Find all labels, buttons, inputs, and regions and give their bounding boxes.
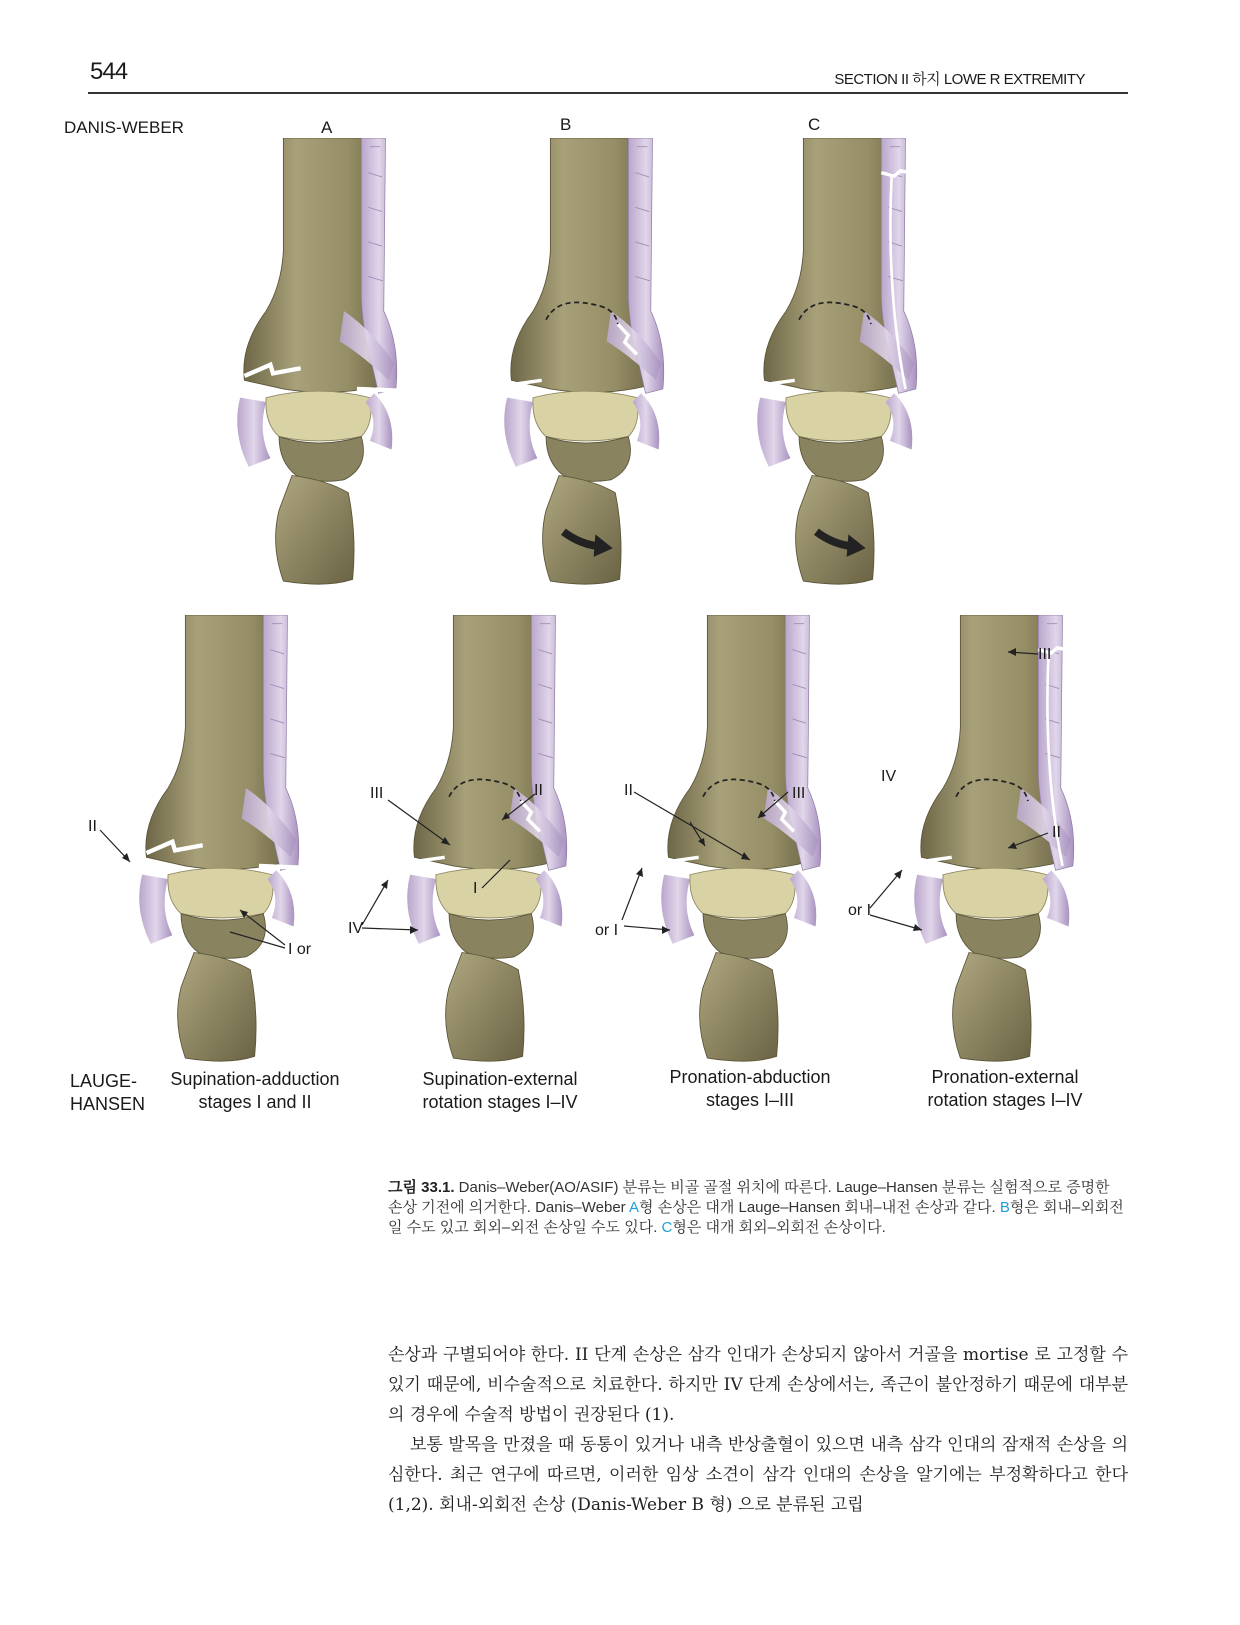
danis-weber-b-illustration bbox=[475, 138, 695, 588]
page-number: 544 bbox=[90, 58, 128, 85]
supination-external-arrows bbox=[340, 780, 560, 950]
danis-weber-label: DANIS-WEBER bbox=[64, 118, 184, 137]
annotation-p3-or-i: or I bbox=[595, 922, 619, 939]
header-rule bbox=[88, 92, 1128, 94]
stage-caption-pronation-abduction: Pronation-abduction stages I–III bbox=[669, 1067, 831, 1110]
figure-caption-highlight-b: B bbox=[999, 1199, 1010, 1216]
figure-caption-highlight-a: A bbox=[629, 1199, 640, 1216]
panel-label-c: C bbox=[808, 115, 821, 134]
lauge-hansen-label: LAUGE- HANSEN bbox=[70, 1071, 146, 1114]
panel-label-a: A bbox=[321, 118, 333, 137]
running-head: SECTION II 하지 LOWE R EXTREMITY bbox=[834, 71, 1085, 88]
stage-caption-supination-adduction: Supination-adduction stages I and II bbox=[170, 1069, 340, 1112]
figure-caption-text-2: 형 손상은 대개 Lauge–Hansen 회내–내전 손상과 같다. bbox=[639, 1199, 1000, 1216]
annotation-p1-ii: II bbox=[88, 818, 97, 835]
annotation-p4-iii: III bbox=[1038, 646, 1052, 663]
annotation-p3-iii: III bbox=[792, 785, 806, 802]
figure-caption-text-3: 형은 회내–외회전일 수도 있고 회외–외전 손상일 수도 있다. bbox=[388, 1199, 1124, 1236]
annotation-p3-ii: II bbox=[624, 782, 633, 799]
annotation-p1-i-or: I or bbox=[288, 941, 312, 958]
panel-label-b: B bbox=[560, 115, 572, 134]
annotation-p4-ii: II bbox=[1052, 824, 1061, 841]
body-text bbox=[388, 1340, 1128, 1520]
pronation-external-arrows bbox=[850, 640, 1070, 940]
stage-caption-pronation-external: Pronation-external rotation stages I–IV bbox=[927, 1067, 1083, 1110]
annotation-p2-iii: III bbox=[370, 785, 384, 802]
body-paragraph-2: 보통 발목을 만졌을 때 동통이 있거나 내측 반상출혈이 있으면 내측 삼각 인대의 잠재적 손상을 의심한다. 최근 연구에 따르면, 이러한 임상 소견이 삼각 인대의 손상을 알기에는 부정확하다고 한다 (1,2). 회내-외회전 손상 (Danis-Weber B 형) 으로 분류된 고립 bbox=[388, 1435, 1128, 1515]
danis-weber-a-illustration bbox=[208, 138, 428, 588]
annotation-p4-iv: IV bbox=[881, 768, 897, 785]
figure-caption bbox=[388, 1178, 1128, 1238]
annotation-p2-i: I bbox=[473, 880, 478, 897]
figure-caption-text-4: 형은 대개 회외–외회전 손상이다. bbox=[672, 1219, 886, 1236]
figure-caption-highlight-c: C bbox=[661, 1219, 673, 1236]
danis-weber-c-illustration bbox=[728, 138, 948, 588]
annotation-p2-iv: IV bbox=[348, 920, 364, 937]
stage-caption-supination-external: Supination-external rotation stages I–IV bbox=[422, 1069, 578, 1112]
figure-caption-label: 그림 33.1. bbox=[388, 1179, 455, 1196]
annotation-p4-or-i: or I bbox=[848, 902, 872, 919]
supination-adduction-arrows bbox=[80, 810, 320, 970]
pronation-abduction-arrows bbox=[600, 780, 820, 950]
body-paragraph-1: 손상과 구별되어야 한다. II 단계 손상은 삼각 인대가 손상되지 않아서 거골을 mortise 로 고정할 수 있기 때문에, 비수술적으로 치료한다. 하지만 IV 단계 손상에서는, 족근이 불안정하기 때문에 대부분의 경우에 수술적 방법이 권장된다 (1). bbox=[388, 1345, 1128, 1425]
figure-caption-text-1: Danis–Weber(AO/ASIF) 분류는 비골 골절 위치에 따른다. Lauge–Hansen 분류는 실험적으로 증명한 손상 기전에 의거한다. Danis–Weber bbox=[388, 1179, 1110, 1216]
annotation-p2-ii: II bbox=[534, 782, 543, 799]
